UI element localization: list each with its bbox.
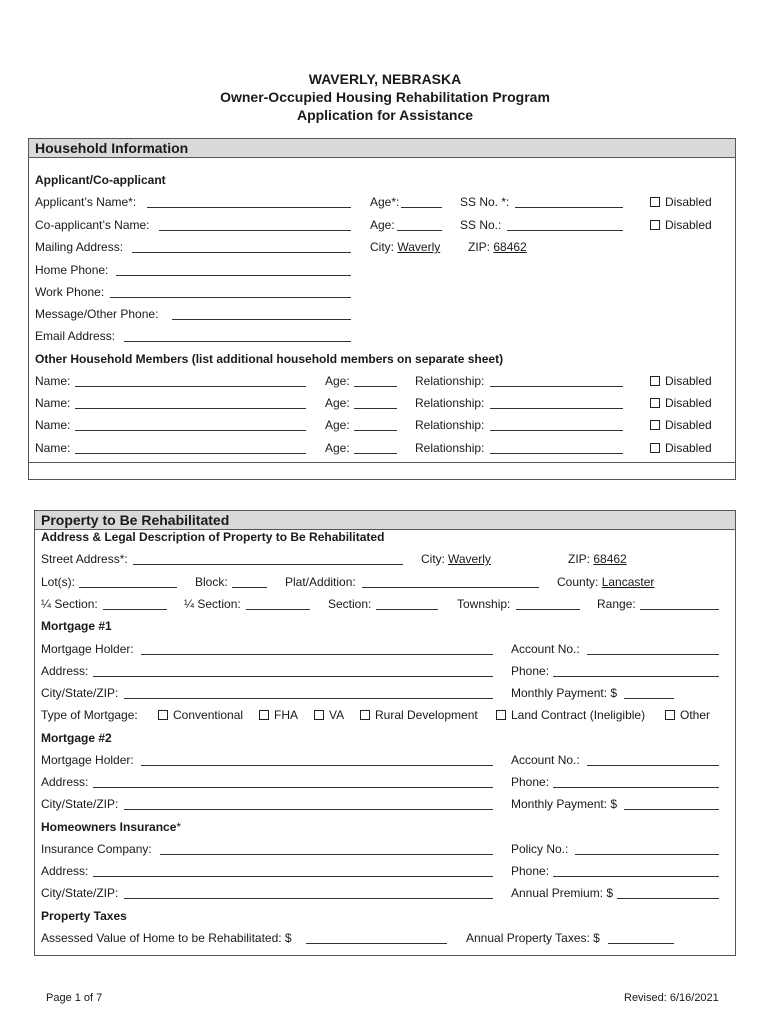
coapplicant-age-field[interactable] — [397, 230, 442, 231]
member-name-label: Name: — [35, 418, 71, 432]
coapplicant-age-label: Age: — [370, 218, 395, 232]
applicant-name-label: Applicant’s Name*: — [35, 195, 137, 209]
mailing-address-label: Mailing Address: — [35, 240, 124, 254]
member-3-name-field[interactable] — [75, 430, 306, 431]
annual-taxes-field[interactable] — [608, 943, 674, 944]
email-field[interactable] — [124, 341, 351, 342]
members-heading: Other Household Members (list additional household members on separate sheet) — [35, 352, 504, 366]
insurance-address-field[interactable] — [93, 876, 493, 877]
coapplicant-ssn-label: SS No.: — [460, 218, 502, 232]
type-land-contract-checkbox[interactable]: Land Contract (Ineligible) — [496, 708, 645, 722]
mortgage-1-monthly-field[interactable] — [624, 698, 674, 699]
member-4-name-field[interactable] — [75, 453, 306, 454]
township-label: Township: — [457, 597, 511, 611]
email-label: Email Address: — [35, 329, 116, 343]
mortgage-1-account-field[interactable] — [587, 654, 719, 655]
member-4-age-field[interactable] — [354, 453, 397, 454]
quarter-section-1-field[interactable] — [103, 609, 167, 610]
property-title: Property to Be Rehabilitated — [41, 512, 230, 528]
member-name-label: Name: — [35, 441, 71, 455]
property-zip: ZIP: 68462 — [568, 552, 627, 566]
insurance-company-label: Insurance Company: — [41, 842, 152, 856]
quarter-section-2-label: ¼ Section: — [184, 597, 241, 611]
member-1-disabled-checkbox[interactable] — [650, 374, 712, 388]
mortgage-2-csz-field[interactable] — [124, 809, 493, 810]
mortgage-2-holder-label: Mortgage Holder: — [41, 753, 134, 767]
applicant-disabled-checkbox[interactable] — [650, 195, 712, 209]
checkbox-icon — [314, 710, 324, 720]
street-label: Street Address*: — [41, 552, 128, 566]
quarter-section-2-field[interactable] — [246, 609, 310, 610]
member-name-label: Name: — [35, 374, 71, 388]
member-relationship-label: Relationship: — [415, 396, 485, 410]
mortgage-1-account-label: Account No.: — [511, 642, 580, 656]
member-2-name-field[interactable] — [75, 408, 306, 409]
coapplicant-name-label: Co-applicant’s Name: — [35, 218, 150, 232]
disabled-label: Disabled — [665, 441, 712, 455]
lots-label: Lot(s): — [41, 575, 76, 589]
mortgage-1-phone-label: Phone: — [511, 664, 550, 678]
member-age-label: Age: — [325, 418, 350, 432]
mortgage-1-holder-field[interactable] — [141, 654, 493, 655]
mortgage-2-account-label: Account No.: — [511, 753, 580, 767]
mortgage-1-phone-field[interactable] — [553, 676, 719, 677]
mortgage-2-address-label: Address: — [41, 775, 89, 789]
disabled-label: Disabled — [665, 418, 712, 432]
checkbox-icon — [650, 398, 660, 408]
mortgage-2-monthly-label: Monthly Payment: $ — [511, 797, 618, 811]
lots-field[interactable] — [79, 587, 177, 588]
mortgage-1-heading: Mortgage #1 — [41, 619, 112, 633]
mortgage-1-address-field[interactable] — [93, 676, 493, 677]
insurance-phone-field[interactable] — [553, 876, 719, 877]
applicant-name-field[interactable] — [147, 207, 351, 208]
work-phone-field[interactable] — [110, 297, 351, 298]
member-4-relationship-field[interactable] — [490, 453, 623, 454]
plat-label: Plat/Addition: — [285, 575, 356, 589]
mortgage-1-csz-label: City/State/ZIP: — [41, 686, 119, 700]
title-line-3: Application for Assistance — [296, 107, 474, 123]
member-age-label: Age: — [325, 441, 350, 455]
mortgage-2-heading: Mortgage #2 — [41, 731, 112, 745]
range-field[interactable] — [640, 609, 719, 610]
disabled-label: Disabled — [665, 195, 712, 209]
home-phone-label: Home Phone: — [35, 263, 109, 277]
member-3-age-field[interactable] — [354, 430, 397, 431]
mortgage-1-monthly-label: Monthly Payment: $ — [511, 686, 618, 700]
member-2-disabled-checkbox[interactable] — [650, 396, 712, 410]
mailing-address-field[interactable] — [132, 252, 351, 253]
member-1-relationship-field[interactable] — [490, 386, 623, 387]
work-phone-label: Work Phone: — [35, 285, 105, 299]
taxes-heading: Property Taxes — [41, 909, 127, 923]
revised-date: Revised: 6/16/2021 — [624, 992, 719, 1004]
mortgage-2-account-field[interactable] — [587, 765, 719, 766]
mailing-city-value: Waverly — [397, 240, 441, 254]
disabled-label: Disabled — [665, 396, 712, 410]
coapplicant-ssn-field[interactable] — [507, 230, 623, 231]
disabled-label: Disabled — [665, 374, 712, 388]
member-3-relationship-field[interactable] — [490, 430, 623, 431]
checkbox-icon — [665, 710, 675, 720]
township-field[interactable] — [516, 609, 580, 610]
block-field[interactable] — [232, 587, 267, 588]
other-phone-field[interactable] — [172, 319, 351, 320]
checkbox-icon — [496, 710, 506, 720]
insurance-phone-label: Phone: — [511, 864, 550, 878]
mortgage-1-holder-label: Mortgage Holder: — [41, 642, 134, 656]
member-2-relationship-field[interactable] — [490, 408, 623, 409]
property-county-value: Lancaster — [601, 575, 655, 589]
applicant-ssn-label: SS No. *: — [460, 195, 510, 209]
range-label: Range: — [597, 597, 636, 611]
type-fha-checkbox[interactable]: FHA — [259, 708, 298, 722]
insurance-company-field[interactable] — [160, 854, 493, 855]
checkbox-icon — [650, 420, 660, 430]
home-phone-field[interactable] — [116, 275, 351, 276]
mortgage-2-holder-field[interactable] — [141, 765, 493, 766]
member-relationship-label: Relationship: — [415, 441, 485, 455]
block-label: Block: — [195, 575, 228, 589]
other-phone-label: Message/Other Phone: — [35, 307, 159, 321]
household-title: Household Information — [35, 140, 189, 156]
title-line-1: WAVERLY, NEBRASKA — [308, 71, 462, 87]
member-name-label: Name: — [35, 396, 71, 410]
mortgage-2-address-field[interactable] — [93, 787, 493, 788]
applicant-ssn-field[interactable] — [515, 207, 623, 208]
mortgage-type-label: Type of Mortgage: — [41, 708, 138, 722]
member-2-age-field[interactable] — [354, 408, 397, 409]
member-3-disabled-checkbox[interactable] — [650, 418, 712, 432]
premium-field[interactable] — [617, 898, 719, 899]
mortgage-2-phone-field[interactable] — [553, 787, 719, 788]
checkbox-icon — [360, 710, 370, 720]
member-1-name-field[interactable] — [75, 386, 306, 387]
section-label: Section: — [328, 597, 372, 611]
plat-field[interactable] — [362, 587, 539, 588]
street-field[interactable] — [133, 564, 403, 565]
section-field[interactable] — [376, 609, 438, 610]
member-4-disabled-checkbox[interactable] — [650, 441, 712, 455]
mailing-zip: ZIP: 68462 — [468, 240, 527, 254]
member-1-age-field[interactable] — [354, 386, 397, 387]
mortgage-2-csz-label: City/State/ZIP: — [41, 797, 119, 811]
property-county: County: Lancaster — [557, 575, 655, 589]
member-age-label: Age: — [325, 374, 350, 388]
applicant-age-field[interactable] — [401, 207, 442, 208]
property-zip-value: 68462 — [593, 552, 627, 566]
type-va-checkbox[interactable]: VA — [314, 708, 344, 722]
policy-label: Policy No.: — [511, 842, 569, 856]
coapplicant-name-field[interactable] — [159, 230, 351, 231]
insurance-csz-field[interactable] — [124, 898, 493, 899]
property-city: City: Waverly — [421, 552, 496, 566]
applicant-heading: Applicant/Co-applicant — [35, 173, 166, 187]
coapplicant-disabled-checkbox[interactable] — [650, 218, 712, 232]
property-header — [35, 511, 735, 530]
mailing-city: City: Waverly — [370, 240, 441, 254]
property-city-value: Waverly — [448, 552, 491, 566]
type-other-checkbox[interactable]: Other — [665, 708, 710, 722]
checkbox-icon — [650, 197, 660, 207]
mortgage-1-csz-field[interactable] — [124, 698, 493, 699]
member-relationship-label: Relationship: — [415, 374, 485, 388]
checkbox-icon — [259, 710, 269, 720]
mailing-zip-value: 68462 — [493, 240, 527, 254]
annual-taxes-label: Annual Property Taxes: $ — [466, 931, 600, 945]
page-number: Page 1 of 7 — [46, 992, 103, 1004]
checkbox-icon — [650, 443, 660, 453]
title-line-2: Owner-Occupied Housing Rehabilitation Program — [220, 89, 550, 105]
disabled-label: Disabled — [665, 218, 712, 232]
checkbox-icon — [650, 376, 660, 386]
assessed-value-field[interactable] — [306, 943, 447, 944]
mortgage-1-address-label: Address: — [41, 664, 89, 678]
assessed-value-label: Assessed Value of Home to be Rehabilitated: $ — [41, 931, 292, 945]
premium-label: Annual Premium: $ — [511, 886, 614, 900]
mortgage-2-monthly-field[interactable] — [624, 809, 719, 810]
quarter-section-1-label: ¼ Section: — [41, 597, 98, 611]
insurance-csz-label: City/State/ZIP: — [41, 886, 119, 900]
member-relationship-label: Relationship: — [415, 418, 485, 432]
property-address-heading: Address & Legal Description of Property to Be Rehabilitated — [41, 530, 385, 544]
checkbox-icon — [158, 710, 168, 720]
type-conventional-checkbox[interactable]: Conventional — [158, 708, 243, 722]
policy-field[interactable] — [575, 854, 719, 855]
checkbox-icon — [650, 220, 660, 230]
applicant-age-label: Age*: — [370, 195, 400, 209]
insurance-address-label: Address: — [41, 864, 89, 878]
insurance-heading: Homeowners Insurance* — [41, 820, 182, 834]
member-age-label: Age: — [325, 396, 350, 410]
household-header — [29, 139, 735, 158]
mortgage-2-phone-label: Phone: — [511, 775, 550, 789]
type-rural-development-checkbox[interactable]: Rural Development — [360, 708, 478, 722]
